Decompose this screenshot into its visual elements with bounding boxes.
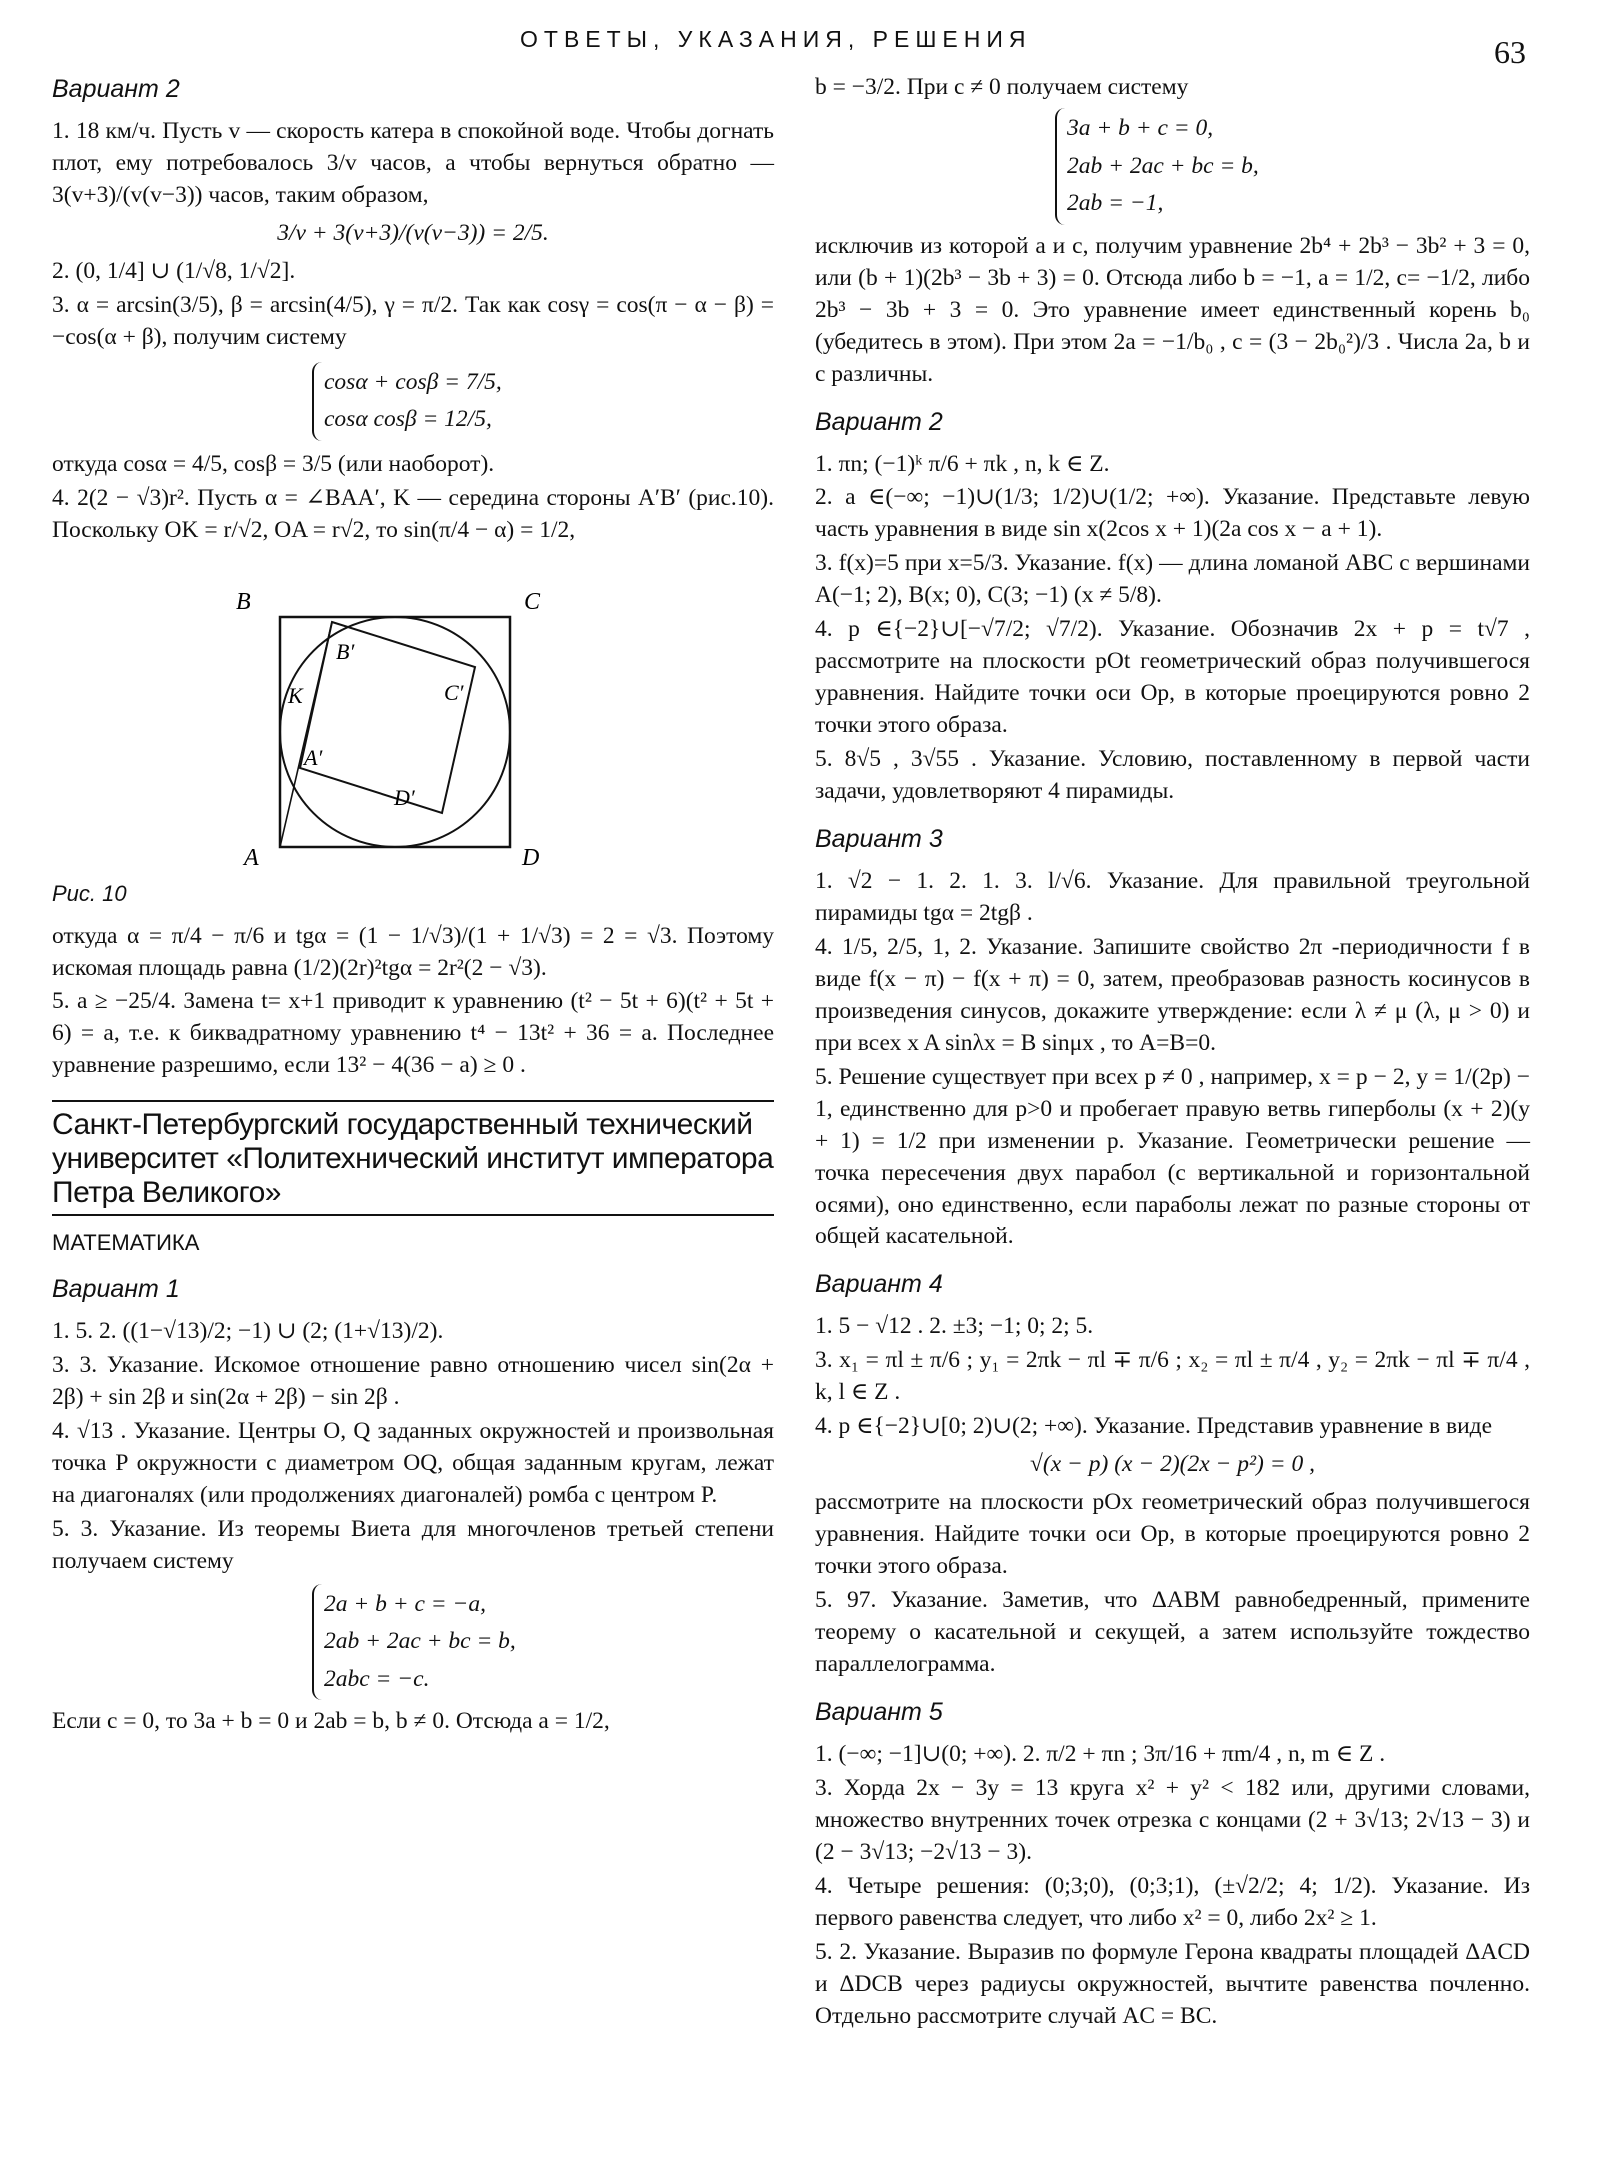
system-line: 2ab = −1, — [1067, 190, 1164, 217]
system-line: 2ab + 2ac + bc = b, — [324, 1628, 516, 1655]
answer-paragraph: 5. 8√5 , 3√55 . Указание. Условию, поставленному в первой части задачи, удовлетворяют 4 пирамиды. — [815, 746, 1530, 805]
page-header — [0, 24, 1600, 70]
answer-paragraph: 1. 5 − √12 . 2. ±3; −1; 0; 2; 5. — [815, 1313, 1094, 1340]
formula: 3/v + 3(v+3)/(v(v−3)) = 2/5. — [277, 219, 549, 246]
answer-paragraph: Если c = 0, то 3a + b = 0 и 2ab = b, b ≠ 0. Отсюда a = 1/2, — [52, 1708, 610, 1735]
answer-paragraph: исключив из которой a и c, получим уравнение 2b⁴ + 2b³ − 3b² + 3 = 0, или (b + 1)(2b³ − 3b + 3) = 0. Отсюда либо b = −1, a = 1/2, c= −1/2, либо 2b³ − 3b + 3 = 0. Это уравнение имеет единственный корень b₀ (убедитесь в этом). При этом 2a = −1/b₀ , c = (3 − 2b₀²)/3 . Числа 2a, b и c различны. — [815, 232, 1530, 387]
answer-paragraph: 1. √2 − 1. 2. 1. 3. l/√6. Указание. Для правильной треугольной пирамиды tgα = 2tgβ . — [815, 867, 1530, 926]
system-line: cosα + cosβ = 7/5, — [324, 368, 502, 395]
outer-square — [280, 617, 510, 847]
answer-paragraph: рассмотрите на плоскости pOx геометрический образ получившегося уравнения. Найдите точки оси Op, в которые проецируются ровно 2 точки этого образа. — [815, 1489, 1530, 1580]
answer-paragraph: 2. a ∈(−∞; −1)∪(1/3; 1/2)∪(1/2; +∞). Указание. Представьте левую часть уравнения в виде sin x(2cos x + 1)(2a cos x − a + 1). — [815, 484, 1530, 543]
label-k: K — [288, 682, 303, 708]
answer-paragraph: 4. Четыре решения: (0;3;0), (0;3;1), (±√2/2; 4; 1/2). Указание. Из первого равенства следует, что либо x² = 0, либо 2x² ≥ 1. — [815, 1872, 1530, 1931]
label-c: C — [524, 588, 541, 615]
line-k — [316, 622, 332, 695]
system-line: 3a + b + c = 0, — [1067, 114, 1214, 141]
answer-paragraph: 5. Решение существует при всех p ≠ 0 , например, x = p − 2, y = 1/(2p) − 1, единственно для p>0 и пробегает правую ветвь гиперболы (x + 2)(y + 1) = 1/2 при изменении p. Указание. Геометрически решение — точка пересечения двух парабол (с вертикальной и горизонтальной осями), оно единственно, если параболы лежат по разные стороны от общей касательной. — [815, 1063, 1530, 1250]
variant-heading: Вариант 3 — [815, 824, 943, 853]
inscribed-circle — [280, 617, 510, 847]
answer-paragraph: 4. 1/5, 2/5, 1, 2. Указание. Запишите свойство 2π -периодичности f в виде f(x − π) − f(x + π) = 0, затем, преобразовав разность косинусов в произведения синусов, докажите утверждение: если λ ≠ μ (λ, μ > 0) и при всех x A sinλx = B sinμx , то A=B=0. — [815, 933, 1530, 1056]
answer-paragraph: 5. a ≥ −25/4. Замена t= x+1 приводит к уравнению (t² − 5t + 6)(t² + 5t + 6) = a, т.е. к биквадратному уравнению t⁴ − 13t² + 36 = a. Последнее уравнение разрешимо, если 13² − 4(36 − a) ≥ 0 . — [52, 988, 774, 1079]
answer-paragraph: 2. (0, 1/4] ∪ (1/√8, 1/√2]. — [52, 257, 296, 284]
answer-paragraph: 5. 2. Указание. Выразив по формуле Герона квадраты площадей ΔACD и ΔDCB через радиусы окружностей, вычтите равенства почленно. Отдельно рассмотрите случай AC = BC. — [815, 1938, 1530, 2029]
variant-heading: Вариант 2 — [815, 407, 943, 436]
subject-heading: МАТЕМАТИКА — [52, 1230, 200, 1256]
system-line: 2ab + 2ac + bc = b, — [1067, 152, 1259, 179]
answer-paragraph: 4. p ∈{−2}∪[0; 2)∪(2; +∞). Указание. Представив уравнение в виде — [815, 1413, 1493, 1440]
running-title: ОТВЕТЫ, УКАЗАНИЯ, РЕШЕНИЯ — [520, 26, 1032, 52]
label-d: D — [522, 844, 540, 865]
system-line: cosα cosβ = 12/5, — [324, 406, 492, 433]
answer-paragraph: b = −3/2. При c ≠ 0 получаем систему — [815, 74, 1189, 100]
label-c-prime: C′ — [444, 679, 464, 705]
variant-heading: Вариант 1 — [52, 1274, 180, 1303]
formula: √(x − p) (x − 2)(2x − p²) = 0 , — [1030, 1451, 1315, 1478]
figure-10 — [222, 565, 562, 875]
equation-system — [312, 1584, 774, 1701]
answer-paragraph: 1. (−∞; −1]∪(0; +∞). 2. π/2 + πn ; 3π/16 + πm/4 , n, m ∈ Z . — [815, 1740, 1386, 1767]
page-number: 63 — [1494, 34, 1526, 70]
system-line: 2a + b + c = −a, — [324, 1590, 486, 1617]
label-a: A — [244, 844, 259, 865]
answer-paragraph: 5. 97. Указание. Заметив, что ΔABM равнобедренный, примените теорему о касательной и секущей, а затем используйте тождество параллелограмма. — [815, 1587, 1530, 1677]
answer-paragraph: откуда α = π/4 − π/6 и tgα = (1 − 1/√3)/(1 + 1/√3) = 2 = √3. Поэтому искомая площадь равна (1/2)(2r)²tgα = 2r²(2 − √3). — [52, 922, 774, 981]
answer-paragraph: 3. 3. Указание. Искомое отношение равно отношению чисел sin(2α + 2β) + sin 2β и sin(2α + 2β) − sin 2β . — [52, 1351, 774, 1410]
answer-paragraph: 3. Хорда 2x − 3y = 13 круга x² + y² < 182 или, другими словами, множество внутренних точек отрезка с концами (2 + 3√13; 2√13 − 3) и (2 − 3√13; −2√13 − 3). — [815, 1774, 1530, 1865]
equation-system — [1055, 108, 1530, 225]
answer-paragraph: 1. πn; (−1)ᵏ π/6 + πk , n, k ∈ Z. — [815, 450, 1110, 477]
answer-paragraph: 1. 18 км/ч. Пусть v — скорость катера в спокойной воде. Чтобы догнать плот, ему потребовалось 3/v часов, а чтобы вернуться обратно — 3(v+3)/(v(v−3)) часов, таким образом, — [52, 118, 774, 208]
label-b-prime: B′ — [336, 638, 355, 664]
label-b: B — [236, 588, 251, 615]
answer-paragraph: 4. 2(2 − √3)r². Пусть α = ∠BAA′, K — середина стороны A′B′ (рис.10). Поскольку OK = r/√2, OA = r√2, то sin(π/4 − α) = 1/2, — [52, 484, 774, 543]
left-column — [52, 72, 774, 1740]
answer-paragraph: 3. f(x)=5 при x=5/3. Указание. f(x) — длина ломаной ABC с вершинами A(−1; 2), B(x; 0), C(3; −1) (x ≠ 5/8). — [815, 550, 1530, 609]
answer-paragraph: откуда cosα = 4/5, cosβ = 3/5 (или наоборот). — [52, 450, 495, 477]
answer-paragraph: 3. α = arcsin(3/5), β = arcsin(4/5), γ = π/2. Так как cosγ = cos(π − α − β) = −cos(α + β), получим систему — [52, 291, 774, 350]
variant-heading: Вариант 5 — [815, 1697, 943, 1726]
right-column — [815, 72, 1530, 2034]
square-circle-diagram — [222, 565, 562, 865]
answer-paragraph: 1. 5. 2. ((1−√13)/2; −1) ∪ (2; (1+√13)/2). — [52, 1317, 444, 1344]
figure-caption: Рис. 10 — [52, 880, 127, 906]
variant-heading: Вариант 4 — [815, 1270, 943, 1299]
university-heading: Санкт-Петербургский государственный технический университет «Политехнический институт императора Петра Великого» — [52, 1100, 774, 1216]
label-d-prime: D′ — [394, 784, 415, 810]
answer-paragraph: 4. p ∈{−2}∪[−√7/2; √7/2). Указание. Обозначив 2x + p = t√7 , рассмотрите на плоскости pOt геометрический образ получившегося уравнения. Найдите точки оси Op, в которые проецируются ровно 2 точки этого образа. — [815, 616, 1530, 739]
system-line: 2abc = −c. — [324, 1665, 430, 1692]
answer-paragraph: 3. x₁ = πl ± π/6 ; y₁ = 2πk − πl ∓ π/6 ; x₂ = πl ± π/4 , y₂ = 2πk − πl ∓ π/4 , k, l ∈ Z . — [815, 1347, 1530, 1406]
label-a-prime: A′ — [304, 744, 323, 770]
equation-system — [312, 362, 774, 441]
answer-paragraph: 4. √13 . Указание. Центры O, Q заданных окружностей и произвольная точка P окружности с диаметром OQ, общая заданным кругам, лежат на диагоналях (или продолжениях диагоналей) ромба с центром P. — [52, 1417, 774, 1508]
answer-paragraph: 5. 3. Указание. Из теоремы Виета для многочленов третьей степени получаем систему — [52, 1515, 774, 1574]
variant-heading: Вариант 2 — [52, 75, 180, 103]
inner-square — [300, 622, 475, 813]
